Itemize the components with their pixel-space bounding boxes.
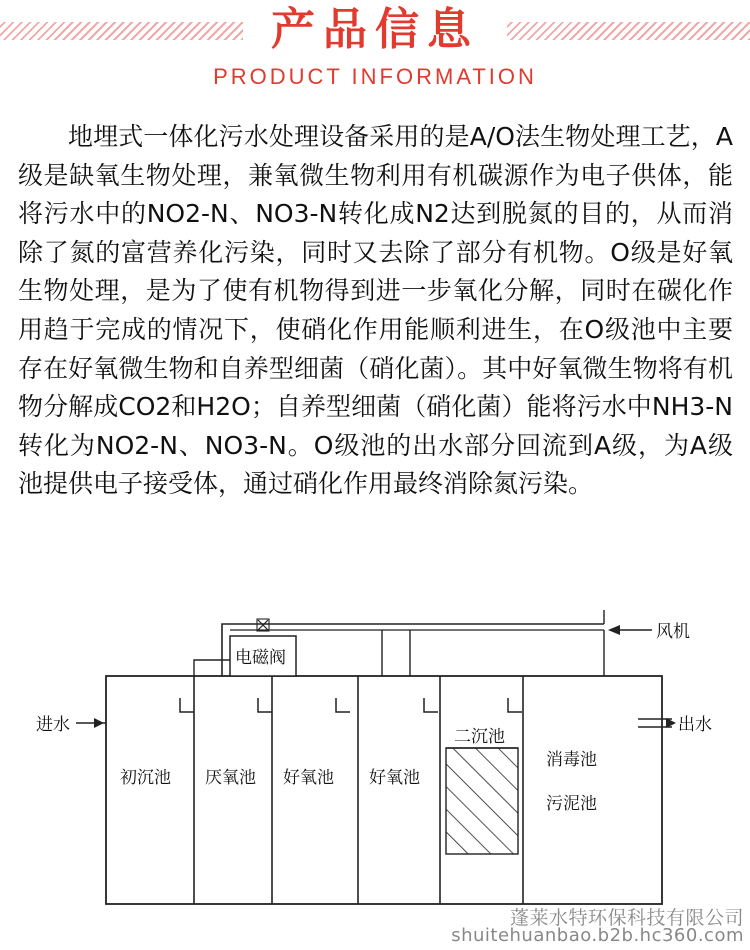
process-diagram <box>0 590 750 910</box>
tank-label-aerobic-1: 好氧池 <box>283 768 334 788</box>
inlet-label: 进水 <box>36 715 70 735</box>
page-subtitle: PRODUCT INFORMATION <box>213 64 537 89</box>
tank-label-disinfection: 消毒池 <box>546 750 597 770</box>
tank-outline <box>106 676 662 904</box>
tank-label-sludge: 污泥池 <box>546 794 597 814</box>
header <box>0 0 750 100</box>
baffle-2 <box>258 698 272 712</box>
valve-label: 电磁阀 <box>235 648 286 668</box>
page-title: 产品信息 <box>271 4 479 55</box>
baffle-5 <box>508 698 522 712</box>
tank-label-primary-settling: 初沉池 <box>120 768 171 788</box>
tank-label-anaerobic: 厌氧池 <box>205 768 256 788</box>
baffle-3 <box>336 698 350 712</box>
header-stripes-left <box>0 22 243 40</box>
tank-label-aerobic-2: 好氧池 <box>369 768 420 788</box>
blower-label: 风机 <box>656 622 690 642</box>
blower-arrow-icon <box>608 625 620 635</box>
valve-symbol-icon <box>257 619 269 631</box>
description-paragraph: 地埋式一体化污水处理设备采用的是A/O法生物处理工艺，A级是缺氧生物处理，兼氧微生物利用有机碳源作为电子供体，能将污水中的NO2-N、NO3-N转化成N2达到脱氮的目的，从而消除了氮的富营养化污染，同时又去除了部分有机物。O级是好氧生物处理，是为了使有机物得到进一步氧化分解，同时在碳化作用趋于完成的情况下，使硝化作用能顺利进生，在O级池中主要存在好氧微生物和自养型细菌（硝化菌）。其中好氧微生物将有机物分解成CO2和H2O；自养型细菌（硝化菌）能将污水中NH3-N转化为NO2-N、NO3-N。O级池的出水部分回流到A级，为A级池提供电子接受体，通过硝化作用最终消除氮污染。 <box>18 122 733 499</box>
website-watermark: shuitehuanbao.b2b.hc360.com <box>451 925 744 946</box>
baffle-4 <box>424 698 438 712</box>
header-stripes-right <box>507 22 750 40</box>
baffle-1 <box>180 698 194 712</box>
inlet-arrow-icon <box>94 718 104 728</box>
outlet-label: 出水 <box>678 715 712 735</box>
company-watermark: 蓬莱水特环保科技有限公司 <box>509 907 744 929</box>
secondary-settling-hatch <box>446 748 518 854</box>
tank-label-secondary-settling: 二沉池 <box>454 727 505 747</box>
